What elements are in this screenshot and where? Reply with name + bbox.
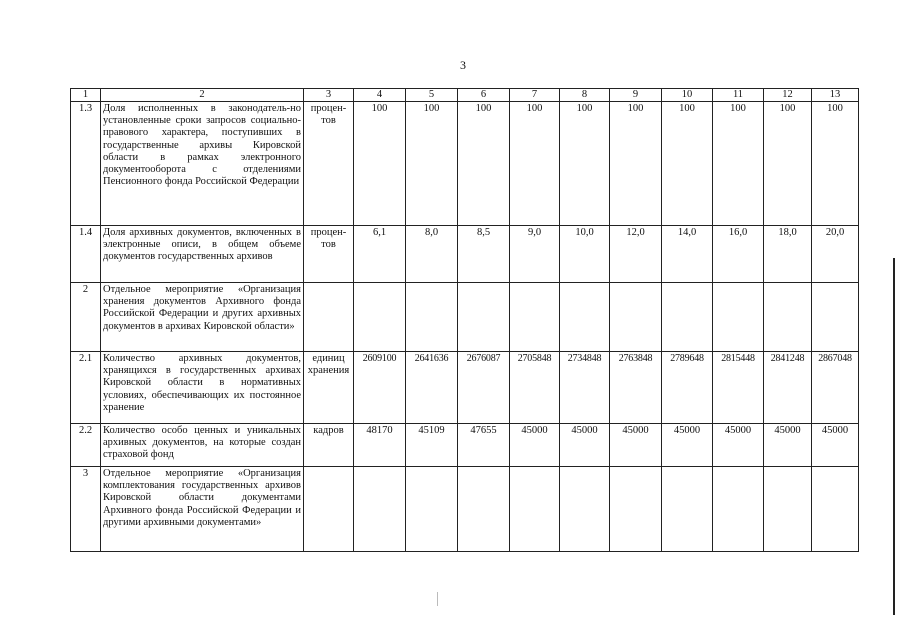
- value-cell: 2676087: [458, 352, 510, 424]
- row-number: 2.1: [71, 352, 101, 424]
- header-cell: 3: [304, 89, 354, 102]
- value-cell: 2815448: [713, 352, 764, 424]
- value-cell: 8,5: [458, 226, 510, 283]
- value-cell: 2841248: [764, 352, 812, 424]
- value-cell: 45000: [662, 424, 713, 467]
- value-cell: [713, 467, 764, 552]
- value-cell: 100: [662, 102, 713, 226]
- value-cell: [812, 467, 859, 552]
- row-description: Доля архивных документов, включенных в электронные описи, в общем объеме документов государственных архивов: [101, 226, 304, 283]
- row-unit: процен-тов: [304, 102, 354, 226]
- value-cell: [406, 467, 458, 552]
- value-cell: [764, 283, 812, 352]
- scan-edge-line: [893, 258, 895, 615]
- value-cell: 8,0: [406, 226, 458, 283]
- value-cell: 100: [764, 102, 812, 226]
- indicators-table: [70, 88, 859, 552]
- header-cell: 11: [713, 89, 764, 102]
- value-cell: 45000: [560, 424, 610, 467]
- row-description: Отдельное мероприятие «Организация комплектования государственных архивов Кировской области документами Архивного фонда Российской Федерации и другими архивными документами»: [101, 467, 304, 552]
- row-number: 1.3: [71, 102, 101, 226]
- header-row: [71, 89, 859, 102]
- header-cell: 1: [71, 89, 101, 102]
- table-row: [71, 352, 859, 424]
- value-cell: [510, 467, 560, 552]
- table-row: [71, 467, 859, 552]
- header-cell: 12: [764, 89, 812, 102]
- value-cell: 2789648: [662, 352, 713, 424]
- value-cell: 100: [406, 102, 458, 226]
- value-cell: 12,0: [610, 226, 662, 283]
- value-cell: 45000: [510, 424, 560, 467]
- value-cell: 6,1: [354, 226, 406, 283]
- table-row: [71, 424, 859, 467]
- value-cell: 45000: [713, 424, 764, 467]
- value-cell: 18,0: [764, 226, 812, 283]
- value-cell: 2763848: [610, 352, 662, 424]
- row-unit: кадров: [304, 424, 354, 467]
- value-cell: [458, 467, 510, 552]
- header-cell: 13: [812, 89, 859, 102]
- row-number: 2.2: [71, 424, 101, 467]
- value-cell: 100: [510, 102, 560, 226]
- value-cell: 100: [560, 102, 610, 226]
- row-unit: [304, 283, 354, 352]
- value-cell: 45000: [812, 424, 859, 467]
- value-cell: 2867048: [812, 352, 859, 424]
- header-cell: 4: [354, 89, 406, 102]
- value-cell: 45109: [406, 424, 458, 467]
- row-number: 1.4: [71, 226, 101, 283]
- header-cell: 9: [610, 89, 662, 102]
- value-cell: 2641636: [406, 352, 458, 424]
- scan-artifact-mark: [437, 592, 438, 606]
- header-cell: 6: [458, 89, 510, 102]
- value-cell: [610, 467, 662, 552]
- page-number: 3: [460, 58, 466, 72]
- value-cell: 100: [713, 102, 764, 226]
- value-cell: 2609100: [354, 352, 406, 424]
- header-cell: 7: [510, 89, 560, 102]
- value-cell: [354, 283, 406, 352]
- header-cell: 2: [101, 89, 304, 102]
- row-description: Отдельное мероприятие «Организация хранения документов Архивного фонда Российской Федерации и других архивных документов в архивах Кировской области»: [101, 283, 304, 352]
- value-cell: [812, 283, 859, 352]
- table-row: [71, 283, 859, 352]
- value-cell: 100: [354, 102, 406, 226]
- value-cell: 10,0: [560, 226, 610, 283]
- value-cell: 45000: [610, 424, 662, 467]
- value-cell: [354, 467, 406, 552]
- row-description: Доля исполненных в законодатель-но установленные сроки запросов социально-правового характера, поступивших в государственные архивы Кировской области в рамках электронного документооборота с отделениями Пенсионного фонда Российской Федерации: [101, 102, 304, 226]
- header-cell: 8: [560, 89, 610, 102]
- value-cell: [560, 467, 610, 552]
- value-cell: [510, 283, 560, 352]
- value-cell: [662, 283, 713, 352]
- value-cell: 48170: [354, 424, 406, 467]
- header-cell: 10: [662, 89, 713, 102]
- value-cell: 100: [458, 102, 510, 226]
- value-cell: [560, 283, 610, 352]
- row-number: 2: [71, 283, 101, 352]
- value-cell: [610, 283, 662, 352]
- value-cell: [406, 283, 458, 352]
- row-description: Количество особо ценных и уникальных архивных документов, на которые создан страховой фонд: [101, 424, 304, 467]
- value-cell: 16,0: [713, 226, 764, 283]
- row-number: 3: [71, 467, 101, 552]
- value-cell: [458, 283, 510, 352]
- table-row: [71, 102, 859, 226]
- value-cell: [662, 467, 713, 552]
- value-cell: 100: [610, 102, 662, 226]
- value-cell: 20,0: [812, 226, 859, 283]
- value-cell: 9,0: [510, 226, 560, 283]
- value-cell: 14,0: [662, 226, 713, 283]
- header-cell: 5: [406, 89, 458, 102]
- value-cell: 100: [812, 102, 859, 226]
- value-cell: 2705848: [510, 352, 560, 424]
- value-cell: 2734848: [560, 352, 610, 424]
- value-cell: 47655: [458, 424, 510, 467]
- row-unit: [304, 467, 354, 552]
- value-cell: 45000: [764, 424, 812, 467]
- value-cell: [713, 283, 764, 352]
- table-row: [71, 226, 859, 283]
- row-unit: процен-тов: [304, 226, 354, 283]
- value-cell: [764, 467, 812, 552]
- row-description: Количество архивных документов, хранящихся в государственных архивах Кировской области в нормативных условиях, обеспечивающих их постоянное хранение: [101, 352, 304, 424]
- row-unit: единиц хранения: [304, 352, 354, 424]
